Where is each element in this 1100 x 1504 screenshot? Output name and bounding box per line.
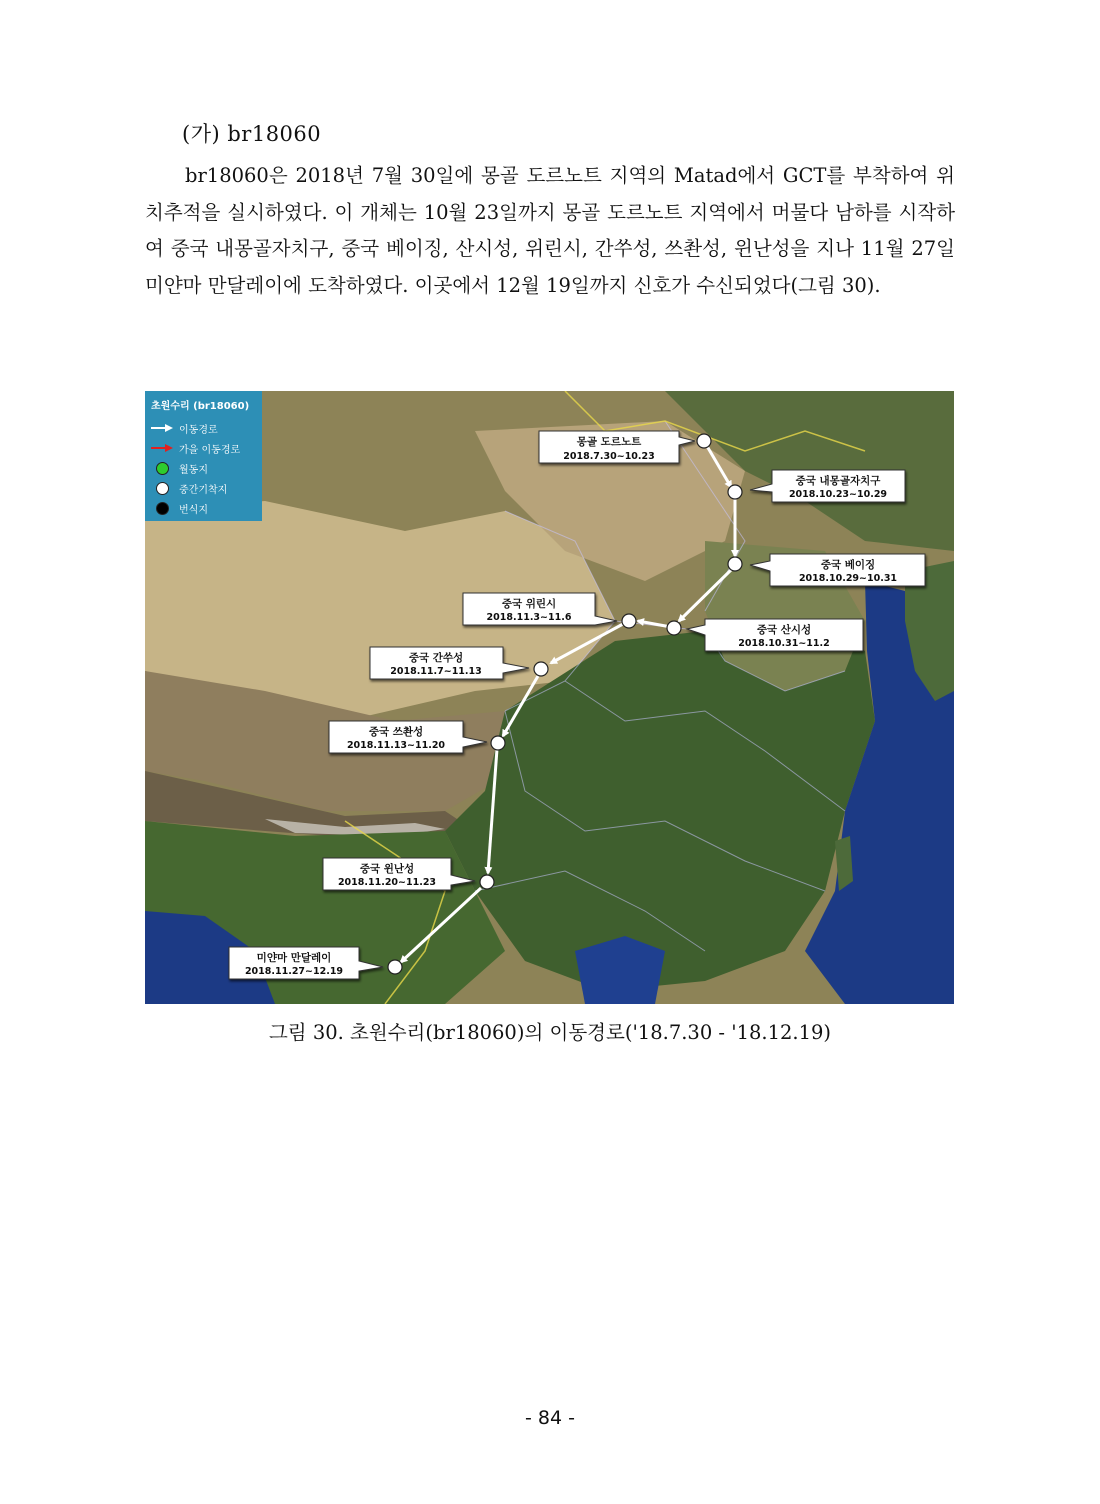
legend-label: 이동경로 [179,424,218,436]
callout-sichuan [329,721,487,753]
stop-point [667,621,681,635]
stop-point [622,614,636,628]
stop-point [534,662,548,676]
stop-dates: 2018.10.29~10.31 [798,573,898,584]
legend-item [151,478,262,498]
figure-caption: 그림 30. 초원수리(br18060)의 이동경로('18.7.30 - '18.12.19) [268,1021,832,1044]
stop-dates: 2018.11.13~11.20 [346,740,446,751]
section-heading: (가) br18060 [182,122,322,146]
callout-yulin [463,593,617,625]
stop-name: 중국 내몽골자치구 [795,475,881,487]
stop-name: 중국 쓰촨성 [368,726,424,738]
satellite-map [145,391,954,1004]
callout-inner-mongolia [750,470,905,502]
stop-point [491,736,505,750]
stop-dates: 2018.10.23~10.29 [788,489,888,500]
white-dot-icon [151,482,173,495]
legend-item [151,418,262,438]
stop-dates: 2018.10.31~11.2 [738,638,830,649]
stop-dates: 2018.11.3~11.6 [486,612,572,623]
legend-label: 중간기착지 [179,484,228,496]
red-arrow-icon [151,444,173,452]
stop-name: 미얀마 만달레이 [256,952,332,964]
legend-title: 초원수리 (br18060) [151,401,250,412]
stop-dates: 2018.11.27~12.19 [244,966,344,977]
stop-point [697,434,711,448]
legend-item [151,438,262,458]
migration-map-figure [145,391,954,1004]
legend-label: 월동지 [179,464,208,476]
stop-point [728,485,742,499]
stop-point [728,557,742,571]
green-dot-icon [151,462,173,475]
legend-item [151,498,262,518]
stop-name: 중국 산시성 [756,624,812,636]
stop-dates: 2018.11.20~11.23 [337,877,437,888]
stop-dates: 2018.7.30~10.23 [563,451,655,462]
legend-item [151,458,262,478]
stop-point [480,875,494,889]
page-number: - 84 - [525,1407,575,1429]
body-paragraph: br18060은 2018년 7월 30일에 몽골 도르노트 지역의 Matad에서 GCT를 부착하여 위치추적을 실시하였다. 이 개체는 10월 23일까지 몽골 도르노트 지역에서 머물다 남하를 시작하여 중국 내몽골자치구, 중국 베이징, 산시성, 위린시, 간쑤성, 쓰촨성, 윈난성을 지나 11월 27일 미얀마 만달레이에 도착하였다. 이곳에서 12월 19일까지 신호가 수신되었다(그림 30). [145,164,955,297]
stop-point [388,960,402,974]
stop-name: 중국 위린시 [501,598,557,610]
legend-label: 가을 이동경로 [179,444,241,456]
stop-name: 중국 베이징 [820,559,876,571]
black-dot-icon [151,502,173,515]
callout-shanxi [687,619,863,651]
stop-name: 몽골 도르노트 [576,436,642,448]
stop-dates: 2018.11.7~11.13 [390,666,482,677]
white-arrow-icon [151,424,173,432]
callout-mongolia [539,431,695,463]
legend-label: 번식지 [179,504,208,516]
stop-name: 중국 간쑤성 [408,652,464,664]
callout-beijing [750,554,925,586]
map-legend [145,391,262,521]
stop-name: 중국 윈난성 [359,863,415,875]
